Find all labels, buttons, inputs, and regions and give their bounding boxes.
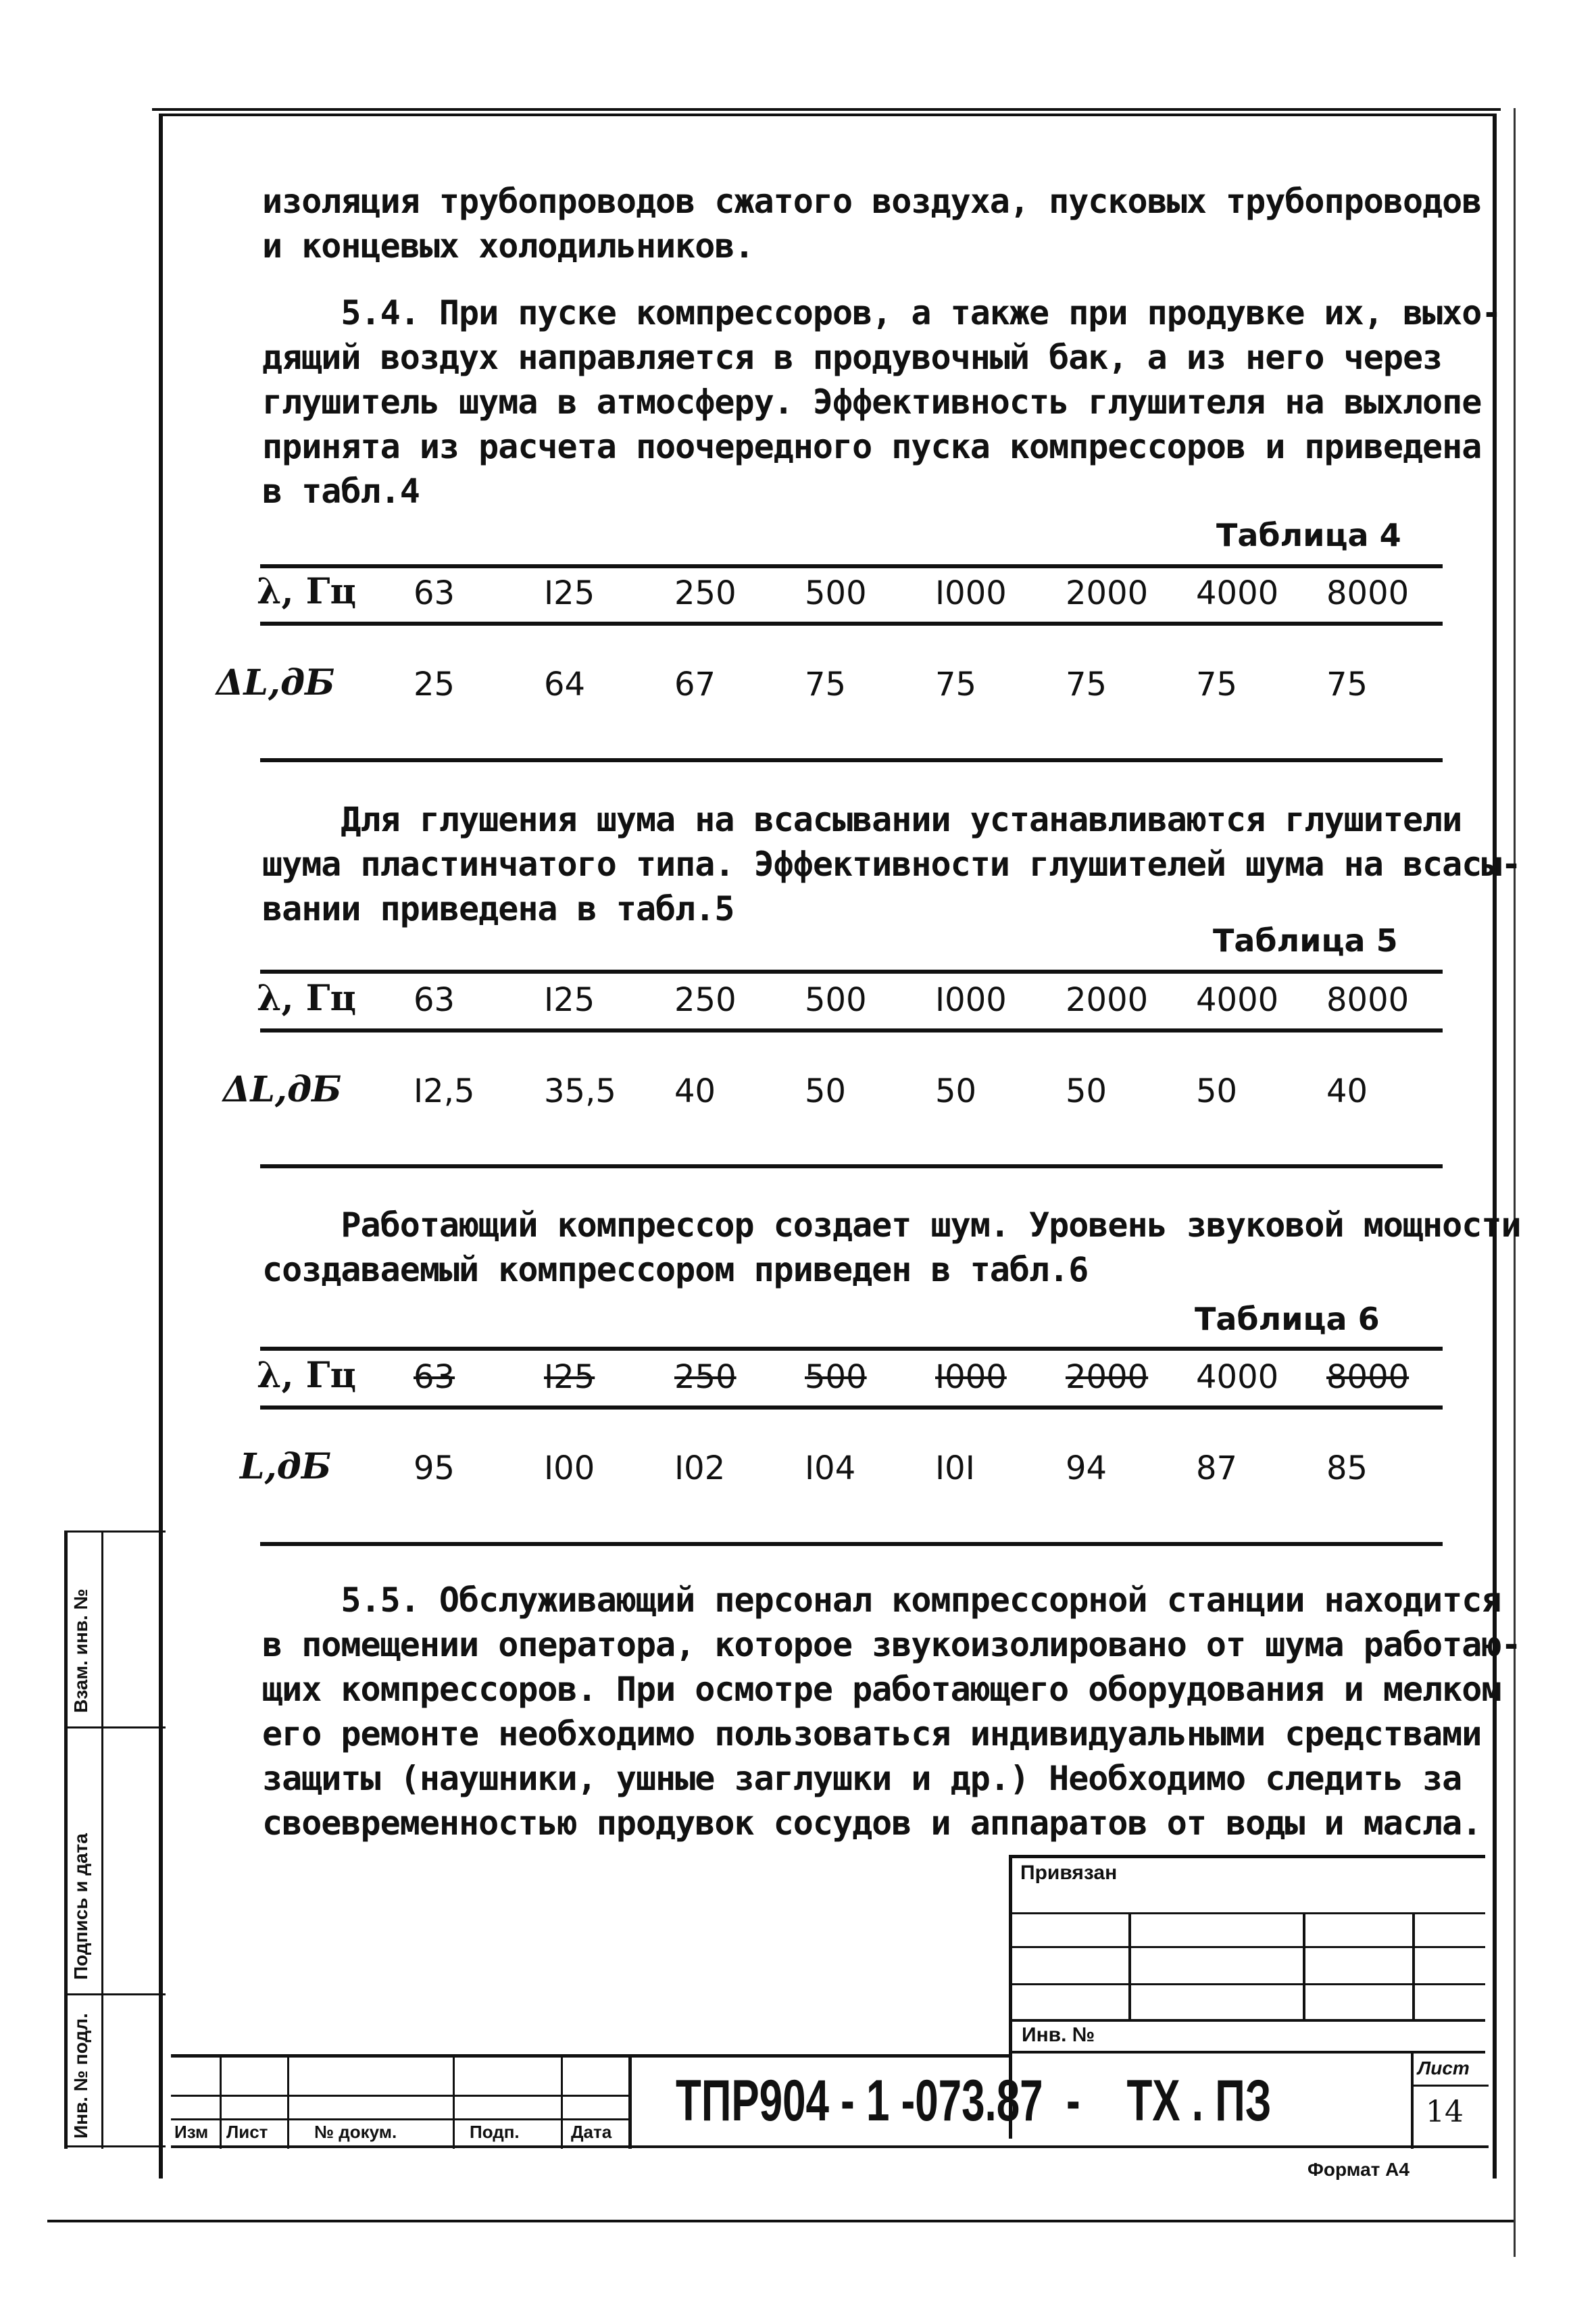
revision-col-line — [287, 2058, 289, 2149]
table-4-value: 75 — [1066, 666, 1107, 703]
table-4-freq: 500 — [805, 574, 867, 612]
table-5-value: 50 — [1066, 1072, 1107, 1110]
revision-col-doc: № докум. — [314, 2122, 397, 2142]
sheet-box-line — [1411, 2085, 1489, 2087]
revision-col-line — [561, 2058, 563, 2149]
table-4-header-label: λ, Гц — [257, 571, 356, 612]
table-5-value: 50 — [935, 1072, 977, 1110]
table-4-bottom-rule — [260, 758, 1443, 762]
table-6-header-label: λ, Гц — [257, 1355, 356, 1396]
table-5-bottom-rule — [260, 1164, 1443, 1168]
revision-col-line — [453, 2058, 455, 2149]
table-5-freq: 8000 — [1326, 981, 1410, 1019]
table-6-value: I00 — [544, 1449, 595, 1487]
paragraph-5-5: 5.5. Обслуживающий персонал компрессорной станции находится в помещении оператора, которое звукоизолировано от шума работаю- щих компрессоров. При осмотре работающего оборудования и мелком его ремонте необходимо пользоваться индивидуальными средствами защиты (наушники, ушные заглушки и др.) Необходимо следить за своевременностью продувок сосудов и аппаратов от воды и масла. — [262, 1580, 1521, 1843]
table-6-value: 85 — [1326, 1449, 1368, 1487]
table-5-freq: 4000 — [1196, 981, 1279, 1019]
side-strip-line — [64, 1726, 166, 1728]
table-6-freq: 4000 — [1196, 1358, 1279, 1396]
table-5-freq: 63 — [414, 981, 455, 1019]
stamp-col-line — [1412, 1912, 1415, 2020]
sheet-label: Лист — [1418, 2058, 1470, 2078]
table-5-row-label: ΔL,дБ — [223, 1069, 342, 1110]
table-6-caption: Таблица 6 — [1195, 1301, 1380, 1337]
side-strip-line — [64, 1993, 166, 1995]
sheet-number: 14 — [1426, 2095, 1464, 2129]
table-6-freq: 500 — [805, 1358, 867, 1396]
table-5-freq: 250 — [674, 981, 737, 1019]
table-4-top-rule — [260, 564, 1443, 568]
revision-col-podp: Подп. — [470, 2122, 520, 2142]
side-label-podpis-data: Подпись и дата — [70, 1833, 91, 1980]
table-4-value: 64 — [544, 666, 586, 703]
table-6-value: 87 — [1196, 1449, 1238, 1487]
side-strip-middle — [101, 1530, 103, 2149]
side-strip-left — [64, 1530, 68, 2149]
table-5-freq: 500 — [805, 981, 867, 1019]
table-4-value: 75 — [935, 666, 977, 703]
table-6-freq: 2000 — [1066, 1358, 1149, 1396]
format-label: Формат А4 — [1307, 2159, 1410, 2180]
table-5-freq: 2000 — [1066, 981, 1149, 1019]
table-4-row-label: ΔL,дБ — [216, 662, 335, 703]
table-6-freq: 8000 — [1326, 1358, 1410, 1396]
table-5-freq: I25 — [544, 981, 595, 1019]
table-4-freq: 63 — [414, 574, 455, 612]
table-6-bottom-rule — [260, 1542, 1443, 1546]
table-4-value: 25 — [414, 666, 455, 703]
frame-top-outer-line — [152, 108, 1501, 111]
paragraph-5-4: 5.4. При пуске компрессоров, а также при продувке их, выхо- дящий воздух направляется в продувочный бак, а из него через глушитель шума в атмосферу. Эффективность глушителя на выхлопе принята из расчета поочередного пуска компрессоров и приведена в табл.4 — [262, 293, 1501, 511]
table-6-freq: 63 — [414, 1358, 455, 1396]
revision-table-bottom — [171, 2145, 1489, 2148]
table-6-value: I02 — [674, 1449, 726, 1487]
paragraph-intake-silencers: Для глушения шума на всасывании устанавливаются глушители шума пластинчатого типа. Эффективности глушителей шума на всасы- вании приведена в табл.5 — [262, 800, 1521, 928]
side-label-vzam-inv: Взам. инв. № — [70, 1589, 91, 1713]
table-4-freq: I25 — [544, 574, 595, 612]
revision-col-izm: Изм — [174, 2122, 209, 2142]
stamp-col-line — [1303, 1912, 1305, 2020]
table-6-row-label: L,дБ — [240, 1446, 332, 1487]
document-code: ТПР904 - 1 -073.87 - ТХ . ПЗ — [676, 2068, 1272, 2133]
table-4-header-rule — [260, 622, 1443, 626]
side-strip-line — [64, 1530, 166, 1533]
table-4-caption: Таблица 4 — [1216, 517, 1401, 553]
table-5-value: 40 — [674, 1072, 716, 1110]
frame-outer-right-line — [1514, 108, 1516, 2257]
table-4-freq: 8000 — [1326, 574, 1410, 612]
table-6-value: 95 — [414, 1449, 455, 1487]
table-5-value: I2,5 — [414, 1072, 475, 1110]
revision-col-line — [628, 2058, 632, 2149]
paragraph-compressor-noise: Работающий компрессор создает шум. Уровень звуковой мощности создаваемый компрессором приведен в табл.6 — [262, 1205, 1521, 1289]
table-5-value: 40 — [1326, 1072, 1368, 1110]
table-4-freq: 2000 — [1066, 574, 1149, 612]
table-6-value: 94 — [1066, 1449, 1107, 1487]
table-6-freq: I000 — [935, 1358, 1007, 1396]
stamp-inv-no: Инв. № — [1022, 2024, 1095, 2046]
table-6-freq: I25 — [544, 1358, 595, 1396]
table-5-value: 50 — [1196, 1072, 1238, 1110]
table-6-header-rule — [260, 1405, 1443, 1410]
table-5-value: 35,5 — [544, 1072, 616, 1110]
revision-col-list: Лист — [226, 2122, 268, 2142]
table-4-value: 75 — [1196, 666, 1238, 703]
table-5-header-rule — [260, 1028, 1443, 1032]
paragraph-insulation: изоляция трубопроводов сжатого воздуха, пусковых трубопроводов и концевых холодильников. — [262, 182, 1482, 266]
stamp-col-line — [1128, 1912, 1131, 2020]
table-5-header-label: λ, Гц — [257, 978, 356, 1019]
table-5-value: 50 — [805, 1072, 847, 1110]
table-6-value: I0I — [935, 1449, 975, 1487]
side-strip-line — [64, 2145, 166, 2147]
table-6-top-rule — [260, 1347, 1443, 1351]
table-5-top-rule — [260, 970, 1443, 974]
stamp-top-line — [1009, 1855, 1485, 1858]
table-6-freq: 250 — [674, 1358, 737, 1396]
stamp-row-line — [1009, 2051, 1485, 2053]
table-5-freq: I000 — [935, 981, 1007, 1019]
revision-col-line — [220, 2058, 222, 2149]
stamp-row-line — [1009, 2019, 1485, 2022]
table-4-value: 75 — [1326, 666, 1368, 703]
table-4-freq: 250 — [674, 574, 737, 612]
page-bottom-rule — [47, 2220, 1514, 2222]
table-4-freq: I000 — [935, 574, 1007, 612]
table-4-freq: 4000 — [1196, 574, 1279, 612]
table-4-value: 75 — [805, 666, 847, 703]
revision-table-top — [171, 2054, 1012, 2058]
stamp-privyazan: Привязан — [1020, 1862, 1118, 1884]
sheet-box-line — [1411, 2051, 1414, 2149]
revision-col-data: Дата — [571, 2122, 612, 2142]
table-4-value: 67 — [674, 666, 716, 703]
table-5-caption: Таблица 5 — [1213, 922, 1398, 959]
table-6-value: I04 — [805, 1449, 856, 1487]
side-label-inv-podl: Инв. № подл. — [70, 2013, 91, 2139]
